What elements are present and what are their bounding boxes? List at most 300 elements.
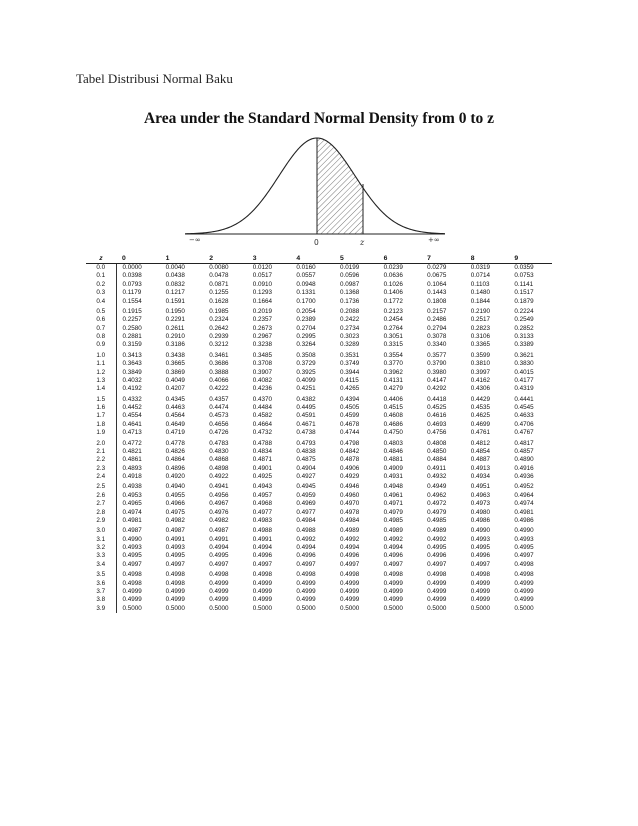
probability-cell: 0.4573 [209,412,229,420]
probability-cell: 0.4981 [122,516,142,524]
probability-cell: 0.4999 [339,579,360,587]
probability-cell: 0.4909 [383,464,403,472]
probability-cell: 0.4962 [427,491,447,499]
probability-cell: 0.4370 [252,395,273,403]
probability-cell: 0.4982 [209,516,229,524]
probability-cell: 0.4884 [427,456,447,464]
probability-cell: 0.4998 [470,571,491,579]
table-row [86,561,552,569]
probability-cell: 0.4192 [122,385,142,393]
probability-cell: 0.4474 [209,404,229,411]
probability-cell: 0.4998 [427,571,447,579]
probability-cell: 0.3925 [296,368,316,376]
probability-cell: 0.4992 [383,535,403,543]
probability-cell: 0.4808 [427,439,447,447]
probability-cell: 0.4878 [339,456,360,464]
z-value-cell: 1.1 [86,360,116,368]
probability-cell: 0.3888 [209,368,229,376]
probability-cell: 0.4998 [209,571,229,579]
probability-cell: 0.3810 [470,360,491,368]
probability-cell: 0.4798 [339,439,360,447]
table-row [86,385,552,393]
z-value-cell: 2.2 [86,456,116,464]
probability-cell: 0.4973 [470,500,491,508]
table-row [86,438,552,448]
probability-cell: 0.2357 [252,316,273,324]
probability-cell: 0.4793 [296,439,316,447]
probability-cell: 0.1985 [209,307,229,315]
probability-cell: 0.4999 [470,587,491,595]
probability-cell: 0.4999 [514,596,534,604]
probability-cell: 0.0675 [427,272,447,280]
probability-cell: 0.5000 [383,604,403,612]
z-value-cell: 1.3 [86,377,116,385]
z-value-cell: 2.3 [86,465,116,473]
z-value-cell: 2.0 [86,438,116,448]
column-header-1: 1 [160,253,204,264]
probability-cell: 0.3023 [339,333,360,340]
probability-cell: 0.3389 [514,341,534,349]
column-header-7: 7 [421,253,465,264]
probability-cell: 0.4959 [296,491,316,499]
probability-cell: 0.3577 [427,351,447,359]
probability-cell: 0.4999 [383,587,403,595]
probability-cell: 0.2764 [383,324,403,332]
probability-cell: 0.4545 [514,404,534,411]
probability-cell: 0.4996 [296,552,316,560]
probability-cell: 0.4996 [427,552,447,560]
probability-cell: 0.2517 [470,316,491,324]
probability-cell: 0.2549 [514,316,534,324]
probability-cell: 0.4989 [427,527,447,535]
probability-cell: 0.4988 [296,527,316,535]
probability-cell: 0.4999 [339,596,360,604]
probability-cell: 0.0793 [122,280,142,288]
probability-cell: 0.4066 [209,376,229,384]
probability-cell: 0.4082 [252,376,273,384]
z-value-cell: 3.9 [86,605,116,613]
probability-cell: 0.5000 [339,604,360,612]
probability-cell: 0.2995 [296,333,316,340]
probability-cell: 0.3749 [339,360,360,368]
table-row [86,517,552,525]
probability-cell: 0.1808 [427,297,447,305]
probability-cell: 0.4131 [383,376,403,384]
probability-cell: 0.4976 [209,508,229,516]
z-value-cell: 1.7 [86,412,116,420]
probability-cell: 0.4463 [165,404,185,411]
probability-cell: 0.4994 [383,544,403,551]
probability-cell: 0.5000 [514,604,534,612]
probability-cell: 0.4931 [383,473,403,480]
table-row [86,473,552,481]
probability-cell: 0.1443 [427,289,447,297]
probability-cell: 0.4966 [165,500,185,508]
z-value-cell: 2.6 [86,492,116,500]
probability-cell: 0.1179 [122,289,142,297]
probability-cell: 0.0478 [209,272,229,280]
probability-cell: 0.3531 [339,351,360,359]
probability-cell: 0.4951 [470,483,491,491]
probability-cell: 0.4177 [514,376,534,384]
probability-cell: 0.4972 [427,500,447,508]
probability-cell: 0.4975 [165,508,185,516]
probability-cell: 0.4441 [514,395,534,403]
probability-cell: 0.3790 [427,360,447,368]
probability-cell: 0.0120 [252,264,273,271]
probability-cell: 0.1141 [514,280,534,288]
probability-cell: 0.3264 [296,341,316,349]
table-row [86,481,552,491]
probability-cell: 0.2881 [122,333,142,340]
probability-cell: 0.1736 [339,297,360,305]
probability-cell: 0.4625 [470,412,491,420]
probability-cell: 0.1255 [209,289,229,297]
probability-cell: 0.3554 [383,351,403,359]
probability-cell: 0.0438 [165,272,185,280]
probability-cell: 0.0239 [383,264,403,271]
z-value-cell: 0.6 [86,316,116,324]
probability-cell: 0.4929 [339,473,360,480]
probability-cell: 0.5000 [470,604,491,612]
probability-cell: 0.1628 [209,297,229,305]
probability-cell: 0.3997 [470,368,491,376]
probability-cell: 0.4993 [470,535,491,543]
z-value-cell: 3.4 [86,561,116,569]
probability-cell: 0.4992 [296,535,316,543]
probability-cell: 0.4995 [470,544,491,551]
probability-cell: 0.4664 [252,420,273,428]
z-table [86,253,552,613]
probability-cell: 0.4854 [470,447,491,455]
probability-cell: 0.0000 [122,264,142,271]
probability-cell: 0.2019 [252,307,273,315]
probability-cell: 0.4838 [296,447,316,455]
probability-cell: 0.2224 [514,307,534,315]
probability-cell: 0.2734 [339,324,360,332]
z-value-cell: 2.4 [86,473,116,481]
probability-cell: 0.4998 [383,571,403,579]
probability-cell: 0.0398 [122,272,142,280]
z-value-cell: 3.1 [86,536,116,544]
probability-cell: 0.4992 [427,535,447,543]
column-header-5: 5 [334,253,378,264]
probability-cell: 0.3289 [339,341,360,349]
probability-cell: 0.4997 [165,560,185,568]
probability-cell: 0.0040 [165,264,185,271]
probability-cell: 0.3413 [122,351,142,359]
probability-cell: 0.4821 [122,447,142,455]
probability-cell: 0.4997 [470,560,491,568]
probability-cell: 0.4985 [427,516,447,524]
z-value-cell: 1.5 [86,394,116,404]
table-row [86,360,552,368]
probability-cell: 0.1217 [165,289,185,297]
probability-cell: 0.4986 [470,516,491,524]
probability-cell: 0.4887 [470,456,491,464]
probability-cell: 0.5000 [165,604,185,612]
probability-cell: 0.4989 [339,527,360,535]
probability-cell: 0.1293 [252,289,273,297]
probability-cell: 0.4582 [252,412,273,420]
z-value-cell: 3.2 [86,544,116,552]
probability-cell: 0.4306 [470,385,491,393]
probability-cell: 0.4999 [122,587,142,595]
probability-cell: 0.4049 [165,376,185,384]
probability-cell: 0.4719 [165,429,185,437]
probability-cell: 0.4995 [209,552,229,560]
table-row [86,500,552,508]
probability-cell: 0.4974 [122,508,142,516]
probability-cell: 0.4955 [165,491,185,499]
probability-cell: 0.4936 [514,473,534,480]
probability-cell: 0.1480 [470,289,491,297]
probability-cell: 0.4964 [514,491,534,499]
neg-inf-label: −∞ [189,236,201,244]
probability-cell: 0.4998 [165,571,185,579]
probability-cell: 0.3461 [209,351,229,359]
probability-cell: 0.4970 [339,500,360,508]
probability-cell: 0.2054 [296,307,316,315]
z-value-cell: 2.8 [86,509,116,517]
probability-cell: 0.4965 [122,500,142,508]
probability-cell: 0.4265 [339,385,360,393]
probability-cell: 0.4993 [514,535,534,543]
probability-cell: 0.4535 [470,404,491,411]
probability-cell: 0.4949 [427,483,447,491]
probability-cell: 0.4999 [470,579,491,587]
probability-cell: 0.0319 [470,264,491,271]
probability-cell: 0.3508 [296,351,316,359]
z-value-cell: 1.4 [86,385,116,393]
probability-cell: 0.4893 [122,464,142,472]
figure-title: Area under the Standard Normal Density from 0 to z [143,110,495,127]
probability-cell: 0.4429 [470,395,491,403]
probability-cell: 0.4999 [514,579,534,587]
probability-cell: 0.4868 [209,456,229,464]
probability-cell: 0.3159 [122,341,142,349]
probability-cell: 0.0160 [296,264,316,271]
probability-cell: 0.0517 [252,272,273,280]
probability-cell: 0.4983 [252,516,273,524]
probability-cell: 0.3238 [252,341,273,349]
probability-cell: 0.3212 [209,341,229,349]
z-value-cell: 0.1 [86,272,116,280]
table-row [86,448,552,456]
probability-cell: 0.4997 [427,560,447,568]
probability-cell: 0.4207 [165,385,185,393]
probability-cell: 0.4996 [470,552,491,560]
probability-cell: 0.4996 [252,552,273,560]
probability-cell: 0.4875 [296,456,316,464]
probability-cell: 0.4319 [514,385,534,393]
probability-cell: 0.2291 [165,316,185,324]
probability-cell: 0.4999 [252,587,273,595]
probability-cell: 0.4999 [339,587,360,595]
probability-cell: 0.5000 [427,604,447,612]
probability-cell: 0.1103 [470,280,490,288]
probability-cell: 0.4990 [514,527,534,535]
probability-cell: 0.4871 [252,456,273,464]
column-header-2: 2 [203,253,247,264]
probability-cell: 0.4649 [165,420,185,428]
z-value-cell: 3.8 [86,596,116,604]
probability-cell: 0.3708 [252,360,273,368]
z-value-cell: 0.4 [86,298,116,306]
probability-cell: 0.1064 [427,280,447,288]
probability-cell: 0.2486 [427,316,447,324]
probability-cell: 0.1844 [470,297,491,305]
z-value-cell: 0.7 [86,325,116,333]
probability-cell: 0.4988 [252,527,273,535]
probability-cell: 0.4968 [252,500,273,508]
probability-cell: 0.4977 [252,508,273,516]
z-value-cell: 3.5 [86,569,116,579]
probability-cell: 0.4756 [427,429,447,437]
probability-cell: 0.0910 [252,280,273,288]
probability-cell: 0.3907 [252,368,273,376]
probability-cell: 0.4904 [296,464,316,472]
table-row [86,333,552,341]
probability-cell: 0.4236 [252,385,273,393]
probability-cell: 0.4452 [122,404,142,411]
table-row [86,394,552,404]
probability-cell: 0.4382 [296,395,316,403]
probability-cell: 0.0359 [514,264,534,271]
table-row [86,605,552,613]
probability-cell: 0.4995 [427,544,447,551]
bell-curve [185,138,445,234]
probability-cell: 0.4633 [514,412,534,420]
probability-cell: 0.4656 [209,420,229,428]
column-header-3: 3 [247,253,291,264]
probability-cell: 0.0871 [209,280,229,288]
probability-cell: 0.4830 [209,447,229,455]
probability-cell: 0.2324 [209,316,229,324]
probability-cell: 0.4997 [122,560,142,568]
probability-cell: 0.1331 [296,289,316,297]
probability-cell: 0.4997 [252,560,273,568]
probability-cell: 0.1664 [252,297,273,305]
probability-cell: 0.4641 [122,420,142,428]
probability-cell: 0.4969 [296,500,316,508]
probability-cell: 0.4778 [165,439,185,447]
table-row [86,544,552,552]
probability-cell: 0.2422 [339,316,360,324]
z-value-cell: 1.0 [86,350,116,360]
probability-cell: 0.4987 [165,527,185,535]
column-header-0: 0 [116,253,160,264]
probability-cell: 0.2088 [339,307,360,315]
probability-cell: 0.1517 [514,289,534,297]
probability-cell: 0.4963 [470,491,491,499]
probability-cell: 0.4998 [514,560,534,568]
table-row [86,569,552,579]
probability-cell: 0.4995 [122,552,142,560]
probability-cell: 0.3665 [165,360,185,368]
probability-cell: 0.0636 [383,272,403,280]
table-row [86,325,552,333]
probability-cell: 0.4999 [383,596,403,604]
probability-cell: 0.4484 [252,404,273,411]
probability-cell: 0.4996 [339,552,360,560]
probability-cell: 0.4699 [470,420,491,428]
probability-cell: 0.4861 [122,456,142,464]
probability-cell: 0.4946 [339,483,360,491]
probability-cell: 0.4995 [514,544,534,551]
probability-cell: 0.4999 [209,579,229,587]
table-row [86,412,552,420]
probability-cell: 0.1879 [514,297,534,305]
probability-cell: 0.4999 [427,587,447,595]
probability-cell: 0.3686 [209,360,229,368]
probability-cell: 0.0714 [470,272,491,280]
probability-cell: 0.4608 [383,412,403,420]
probability-cell: 0.5000 [296,604,316,612]
z-value-cell: 1.2 [86,369,116,377]
probability-cell: 0.1950 [165,307,185,315]
probability-cell: 0.4999 [383,579,403,587]
probability-cell: 0.4999 [427,579,447,587]
probability-cell: 0.3849 [122,368,142,376]
probability-cell: 0.4406 [383,395,403,403]
probability-cell: 0.4974 [514,500,534,508]
probability-cell: 0.4980 [470,508,491,516]
probability-cell: 0.4890 [514,456,534,464]
probability-cell: 0.3599 [470,351,491,359]
probability-cell: 0.4993 [122,544,142,551]
probability-cell: 0.4857 [514,447,534,455]
probability-cell: 0.2704 [296,324,316,332]
z-value-cell: 3.6 [86,580,116,588]
probability-cell: 0.4998 [165,579,185,587]
probability-cell: 0.4906 [339,464,360,472]
probability-cell: 0.4162 [470,376,491,384]
z-value-cell: 0.0 [86,264,116,273]
table-row [86,456,552,464]
probability-cell: 0.0279 [427,264,447,271]
probability-cell: 0.4998 [514,571,534,579]
probability-cell: 0.4990 [122,535,142,543]
probability-cell: 0.4345 [165,395,185,403]
probability-cell: 0.3621 [514,351,534,359]
probability-cell: 0.4952 [514,483,534,491]
probability-cell: 0.4994 [209,544,229,551]
probability-cell: 0.4999 [296,579,316,587]
probability-cell: 0.4767 [514,429,534,437]
probability-cell: 0.0199 [339,264,360,271]
probability-cell: 0.4726 [209,429,229,437]
probability-cell: 0.4922 [209,473,229,480]
table-row [86,298,552,306]
probability-cell: 0.1700 [296,297,316,305]
probability-cell: 0.4918 [122,473,142,480]
probability-cell: 0.3869 [165,368,185,376]
table-row [86,509,552,517]
probability-cell: 0.3438 [165,351,185,359]
probability-cell: 0.2190 [470,307,491,315]
probability-cell: 0.4990 [470,527,491,535]
probability-cell: 0.4927 [296,473,316,480]
table-row [86,306,552,316]
probability-cell: 0.4505 [339,404,360,411]
probability-cell: 0.4994 [252,544,273,551]
probability-cell: 0.3485 [252,351,273,359]
probability-cell: 0.2611 [165,324,185,332]
probability-cell: 0.4032 [122,376,142,384]
probability-cell: 0.4999 [209,587,229,595]
z-value-cell: 0.3 [86,289,116,297]
